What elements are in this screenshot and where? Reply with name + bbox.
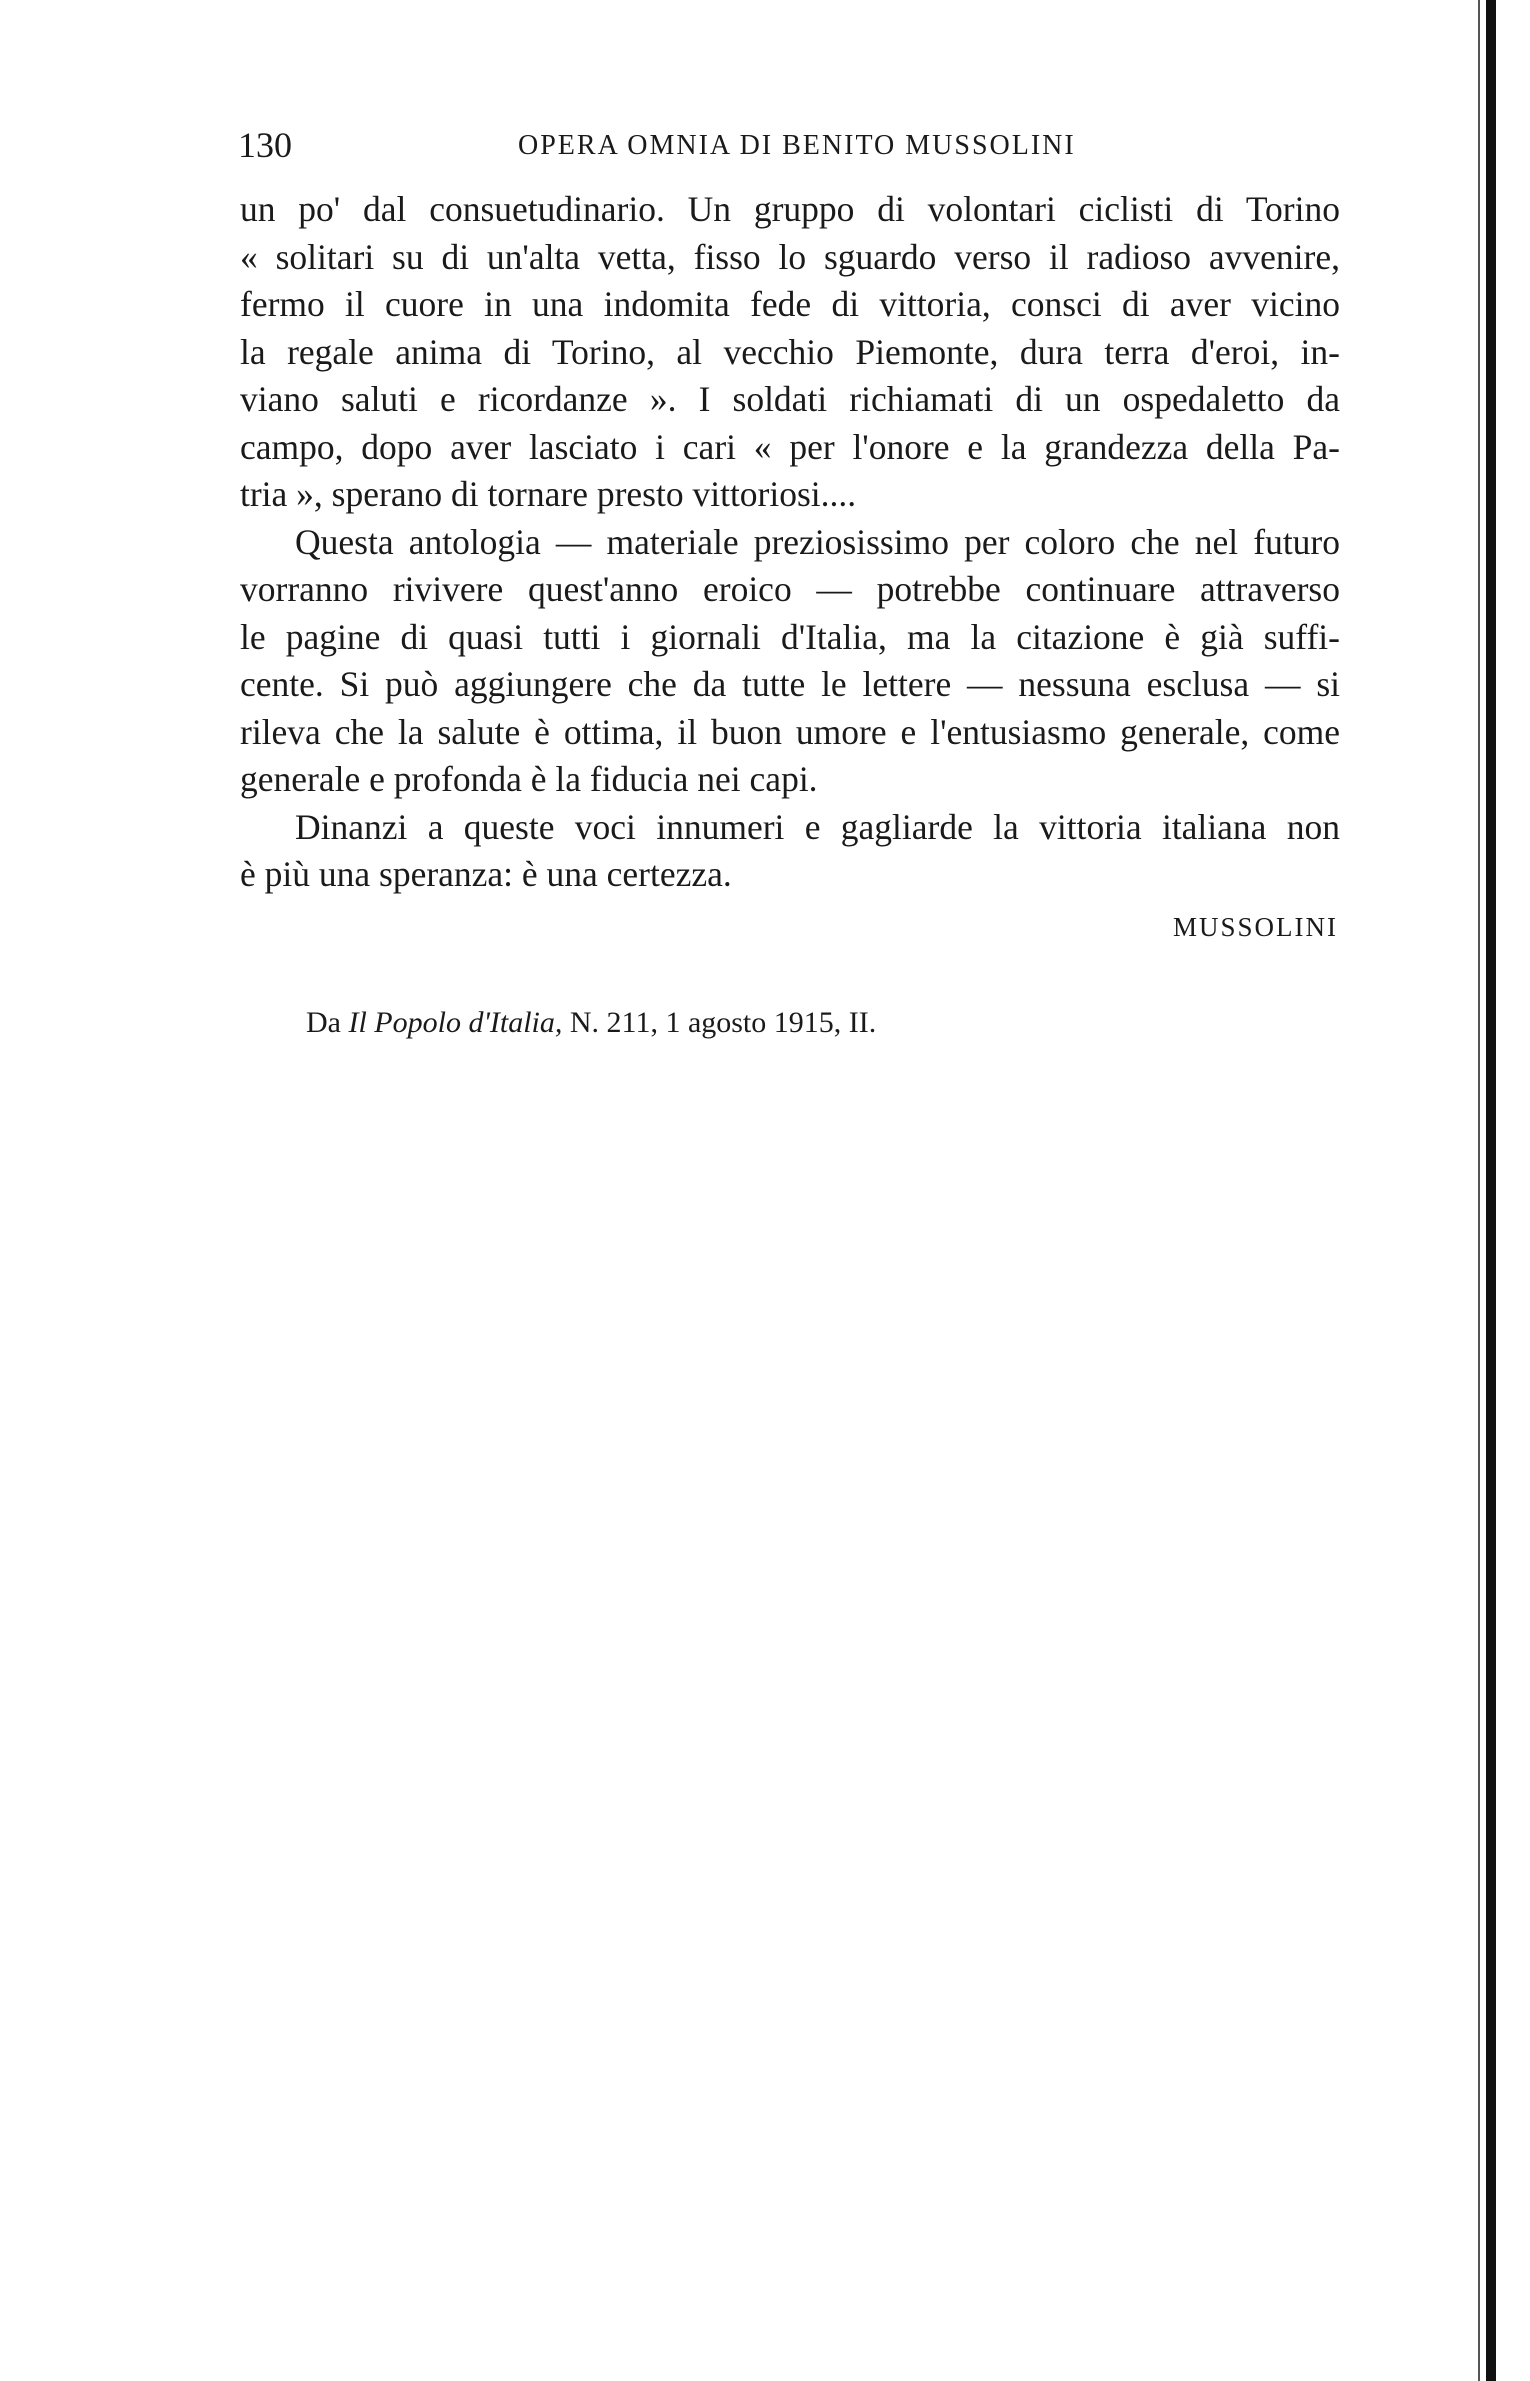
text-line: rileva che la salute è ottima, il buon umore e l'entusiasmo generale, come [240, 711, 1340, 752]
page-edge-shadow [1478, 0, 1480, 2381]
text-line: la regale anima di Torino, al vecchio Piemonte, dura terra d'eroi, in- [240, 331, 1340, 372]
page-number: 130 [238, 125, 292, 165]
body-text [240, 186, 1340, 899]
text-line: cente. Si può aggiungere che da tutte le lettere — nessuna esclusa — si [240, 664, 1340, 704]
text-line: fermo il cuore in una indomita fede di vittoria, consci di aver vicino [240, 284, 1340, 324]
running-title: OPERA OMNIA DI BENITO MUSSOLINI [518, 130, 1076, 161]
text-line: è più una speranza: è una certezza. [240, 854, 732, 894]
page-header [238, 124, 1338, 174]
paragraph-1 [240, 186, 1340, 519]
text-line: campo, dopo aver lasciato i cari « per l'onore e la grandezza della Pa- [240, 426, 1340, 467]
text-line: Dinanzi a queste voci innumeri e gagliarde la vittoria italiana non [295, 806, 1340, 847]
text-line: vorranno rivivere quest'anno eroico — potrebbe continuare attraverso [240, 569, 1340, 609]
source-publication: Il Popolo d'Italia, [348, 1006, 563, 1039]
source-prefix: Da [306, 1006, 349, 1039]
author-signature: MUSSOLINI [1172, 912, 1338, 942]
source-citation [306, 1006, 876, 1040]
text-line: generale e profonda è la fiducia nei capi. [240, 759, 818, 799]
text-line: viano saluti e ricordanze ». I soldati richiamati di un ospedaletto da [240, 379, 1340, 419]
paragraph-2 [240, 519, 1340, 804]
text-line: tria », sperano di tornare presto vittoriosi.... [240, 474, 857, 514]
page-edge-border [1486, 0, 1496, 2381]
source-details: N. 211, 1 agosto 1915, II. [562, 1006, 877, 1039]
text-line: « solitari su di un'alta vetta, fisso lo sguardo verso il radioso avvenire, [240, 236, 1340, 277]
text-line: le pagine di quasi tutti i giornali d'Italia, ma la citazione è già suffi- [240, 616, 1340, 657]
text-line: un po' dal consuetudinario. Un gruppo di volontari ciclisti di Torino [240, 189, 1340, 229]
paragraph-3 [240, 804, 1340, 899]
text-line: Questa antologia — materiale preziosissimo per coloro che nel futuro [295, 521, 1340, 562]
